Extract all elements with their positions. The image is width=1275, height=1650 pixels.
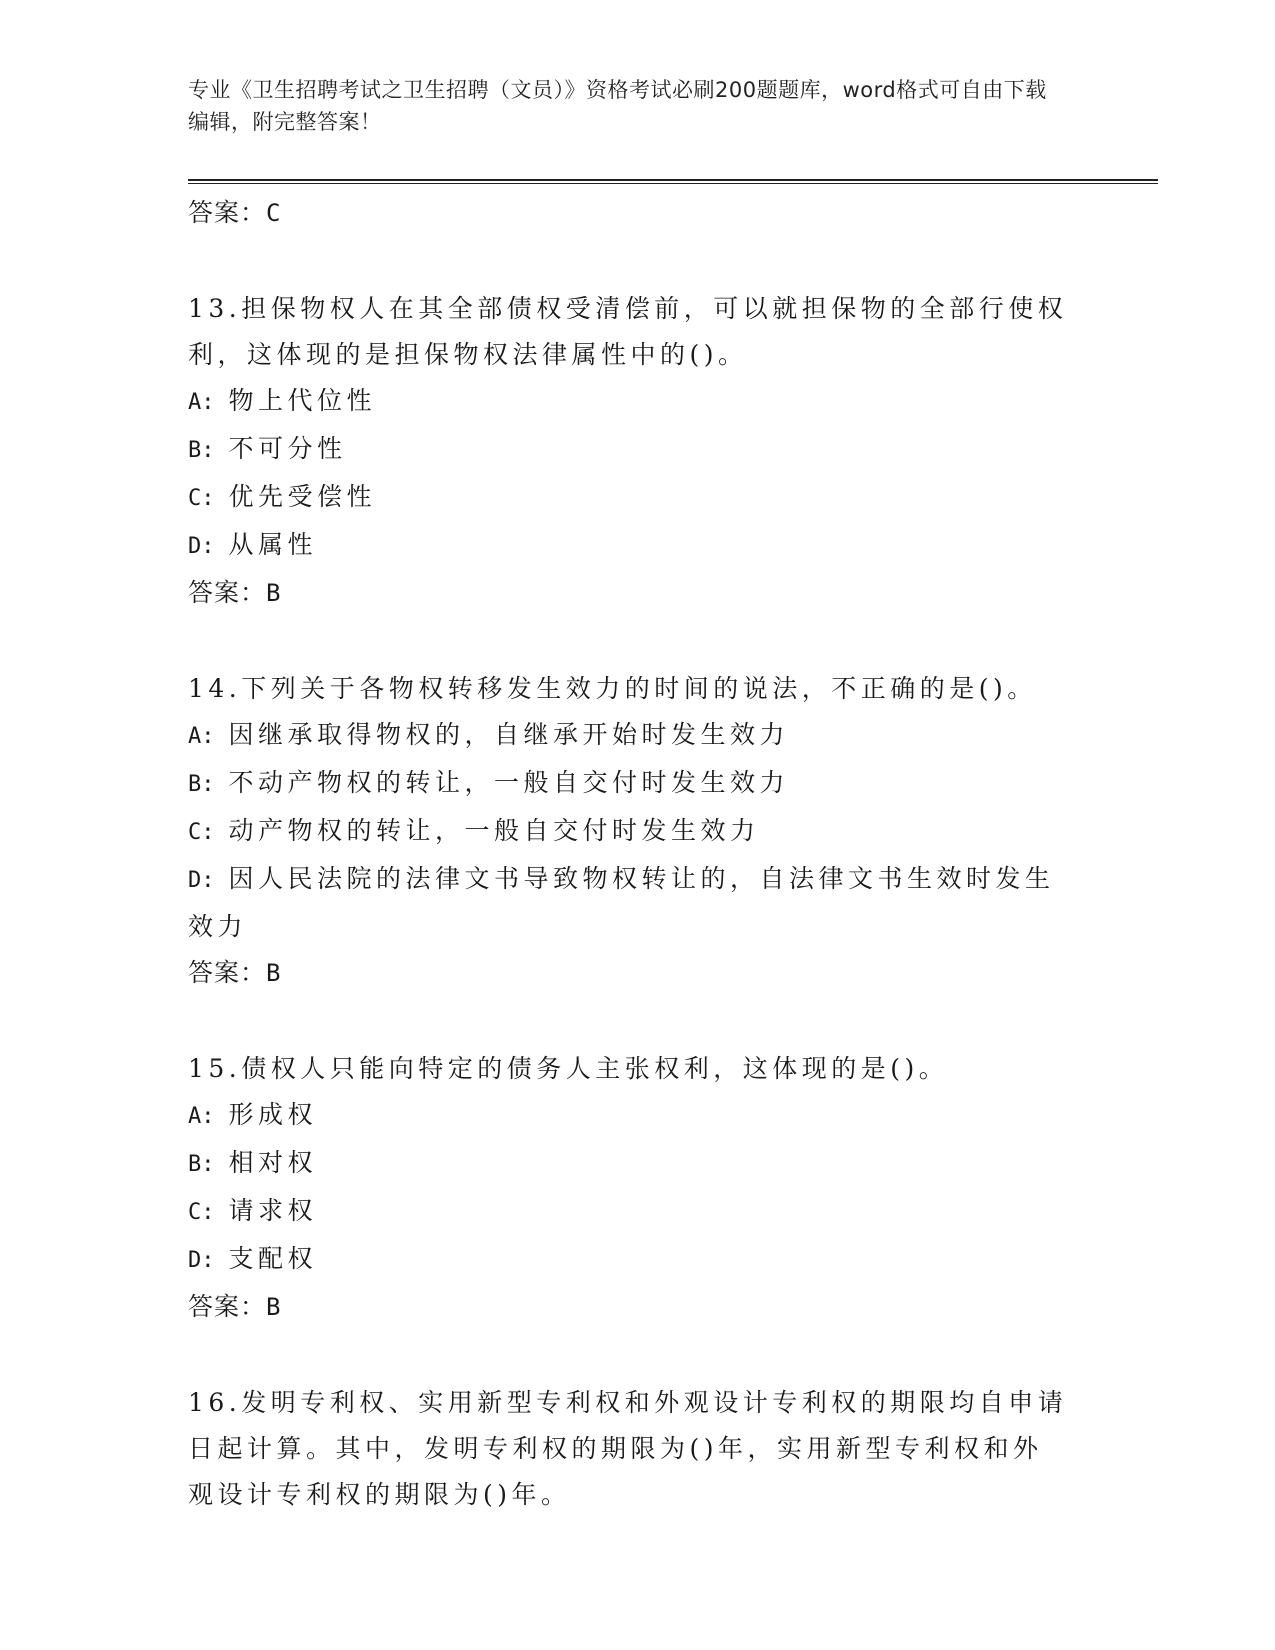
- document-header: 专业《卫生招聘考试之卫生招聘（文员）》资格考试必刷200题题库，word格式可自由下载编辑，附完整答案！: [188, 78, 1047, 134]
- answer-label: 答案：: [188, 198, 267, 227]
- option-key: D:: [188, 534, 215, 559]
- option-b: [188, 1140, 1068, 1188]
- option-b: [188, 426, 1068, 474]
- answer-value: B: [266, 1293, 282, 1321]
- answer-label: 答案：: [188, 958, 267, 987]
- answer-value: B: [266, 959, 282, 987]
- spacer: [188, 1330, 1088, 1380]
- option-d: [188, 856, 1068, 950]
- option-key: D:: [188, 1248, 215, 1273]
- answer-label: 答案：: [188, 1292, 267, 1321]
- answer-value: C: [266, 199, 282, 227]
- question-block: [188, 1046, 1088, 1330]
- spacer: [188, 236, 1088, 286]
- option-text: 优先受偿性: [228, 482, 377, 511]
- option-text: 不动产物权的转让，一般自交付时发生效力: [228, 768, 790, 797]
- question-stem: 14.下列关于各物权转移发生效力的时间的说法，不正确的是()。: [188, 674, 1037, 703]
- option-key: D:: [188, 868, 215, 893]
- option-a: [188, 1092, 1068, 1140]
- answer-line: [188, 570, 1088, 616]
- option-text: 不可分性: [228, 434, 347, 463]
- option-key: A:: [188, 724, 215, 749]
- option-text: 请求权: [228, 1196, 318, 1225]
- question-block: [188, 666, 1088, 996]
- option-d: [188, 1236, 1068, 1284]
- option-text: 物上代位性: [228, 386, 377, 415]
- option-key: A:: [188, 390, 215, 415]
- question-block: [188, 1380, 1088, 1518]
- option-c: [188, 474, 1068, 522]
- option-key: C:: [188, 820, 215, 845]
- option-key: A:: [188, 1104, 215, 1129]
- option-key: B:: [188, 438, 215, 463]
- question-list: [188, 190, 1088, 1518]
- question-block: [188, 286, 1088, 616]
- question-stem: 15.债权人只能向特定的债务人主张权利，这体现的是()。: [188, 1054, 949, 1083]
- option-text: 形成权: [228, 1100, 318, 1129]
- option-a: [188, 378, 1068, 426]
- option-b: [188, 760, 1068, 808]
- question-stem: 16.发明专利权、实用新型专利权和外观设计专利权的期限均自申请日起计算。其中，发明专利权的期限为()年，实用新型专利权和外观设计专利权的期限为()年。: [188, 1388, 1068, 1509]
- option-key: C:: [188, 486, 215, 511]
- answer-value: B: [266, 579, 282, 607]
- option-text: 从属性: [228, 530, 318, 559]
- option-c: [188, 808, 1068, 856]
- option-key: B:: [188, 772, 215, 797]
- option-d: [188, 522, 1068, 570]
- option-key: C:: [188, 1200, 215, 1225]
- option-text: 动产物权的转让，一般自交付时发生效力: [228, 816, 760, 845]
- option-text: 相对权: [228, 1148, 318, 1177]
- answer-label: 答案：: [188, 578, 267, 607]
- option-text: 支配权: [228, 1244, 318, 1273]
- spacer: [188, 616, 1088, 666]
- answer-line: [188, 190, 1088, 236]
- option-c: [188, 1188, 1068, 1236]
- option-a: [188, 712, 1068, 760]
- header-divider: [188, 179, 1158, 184]
- option-text: 因人民法院的法律文书导致物权转让的，自法律文书生效时发生效力: [188, 864, 1055, 941]
- option-text: 因继承取得物权的，自继承开始时发生效力: [228, 720, 790, 749]
- answer-line: [188, 1284, 1088, 1330]
- spacer: [188, 996, 1088, 1046]
- question-stem: 13.担保物权人在其全部债权受清偿前，可以就担保物的全部行使权利，这体现的是担保物权法律属性中的()。: [188, 294, 1068, 369]
- option-key: B:: [188, 1152, 215, 1177]
- answer-line: [188, 950, 1088, 996]
